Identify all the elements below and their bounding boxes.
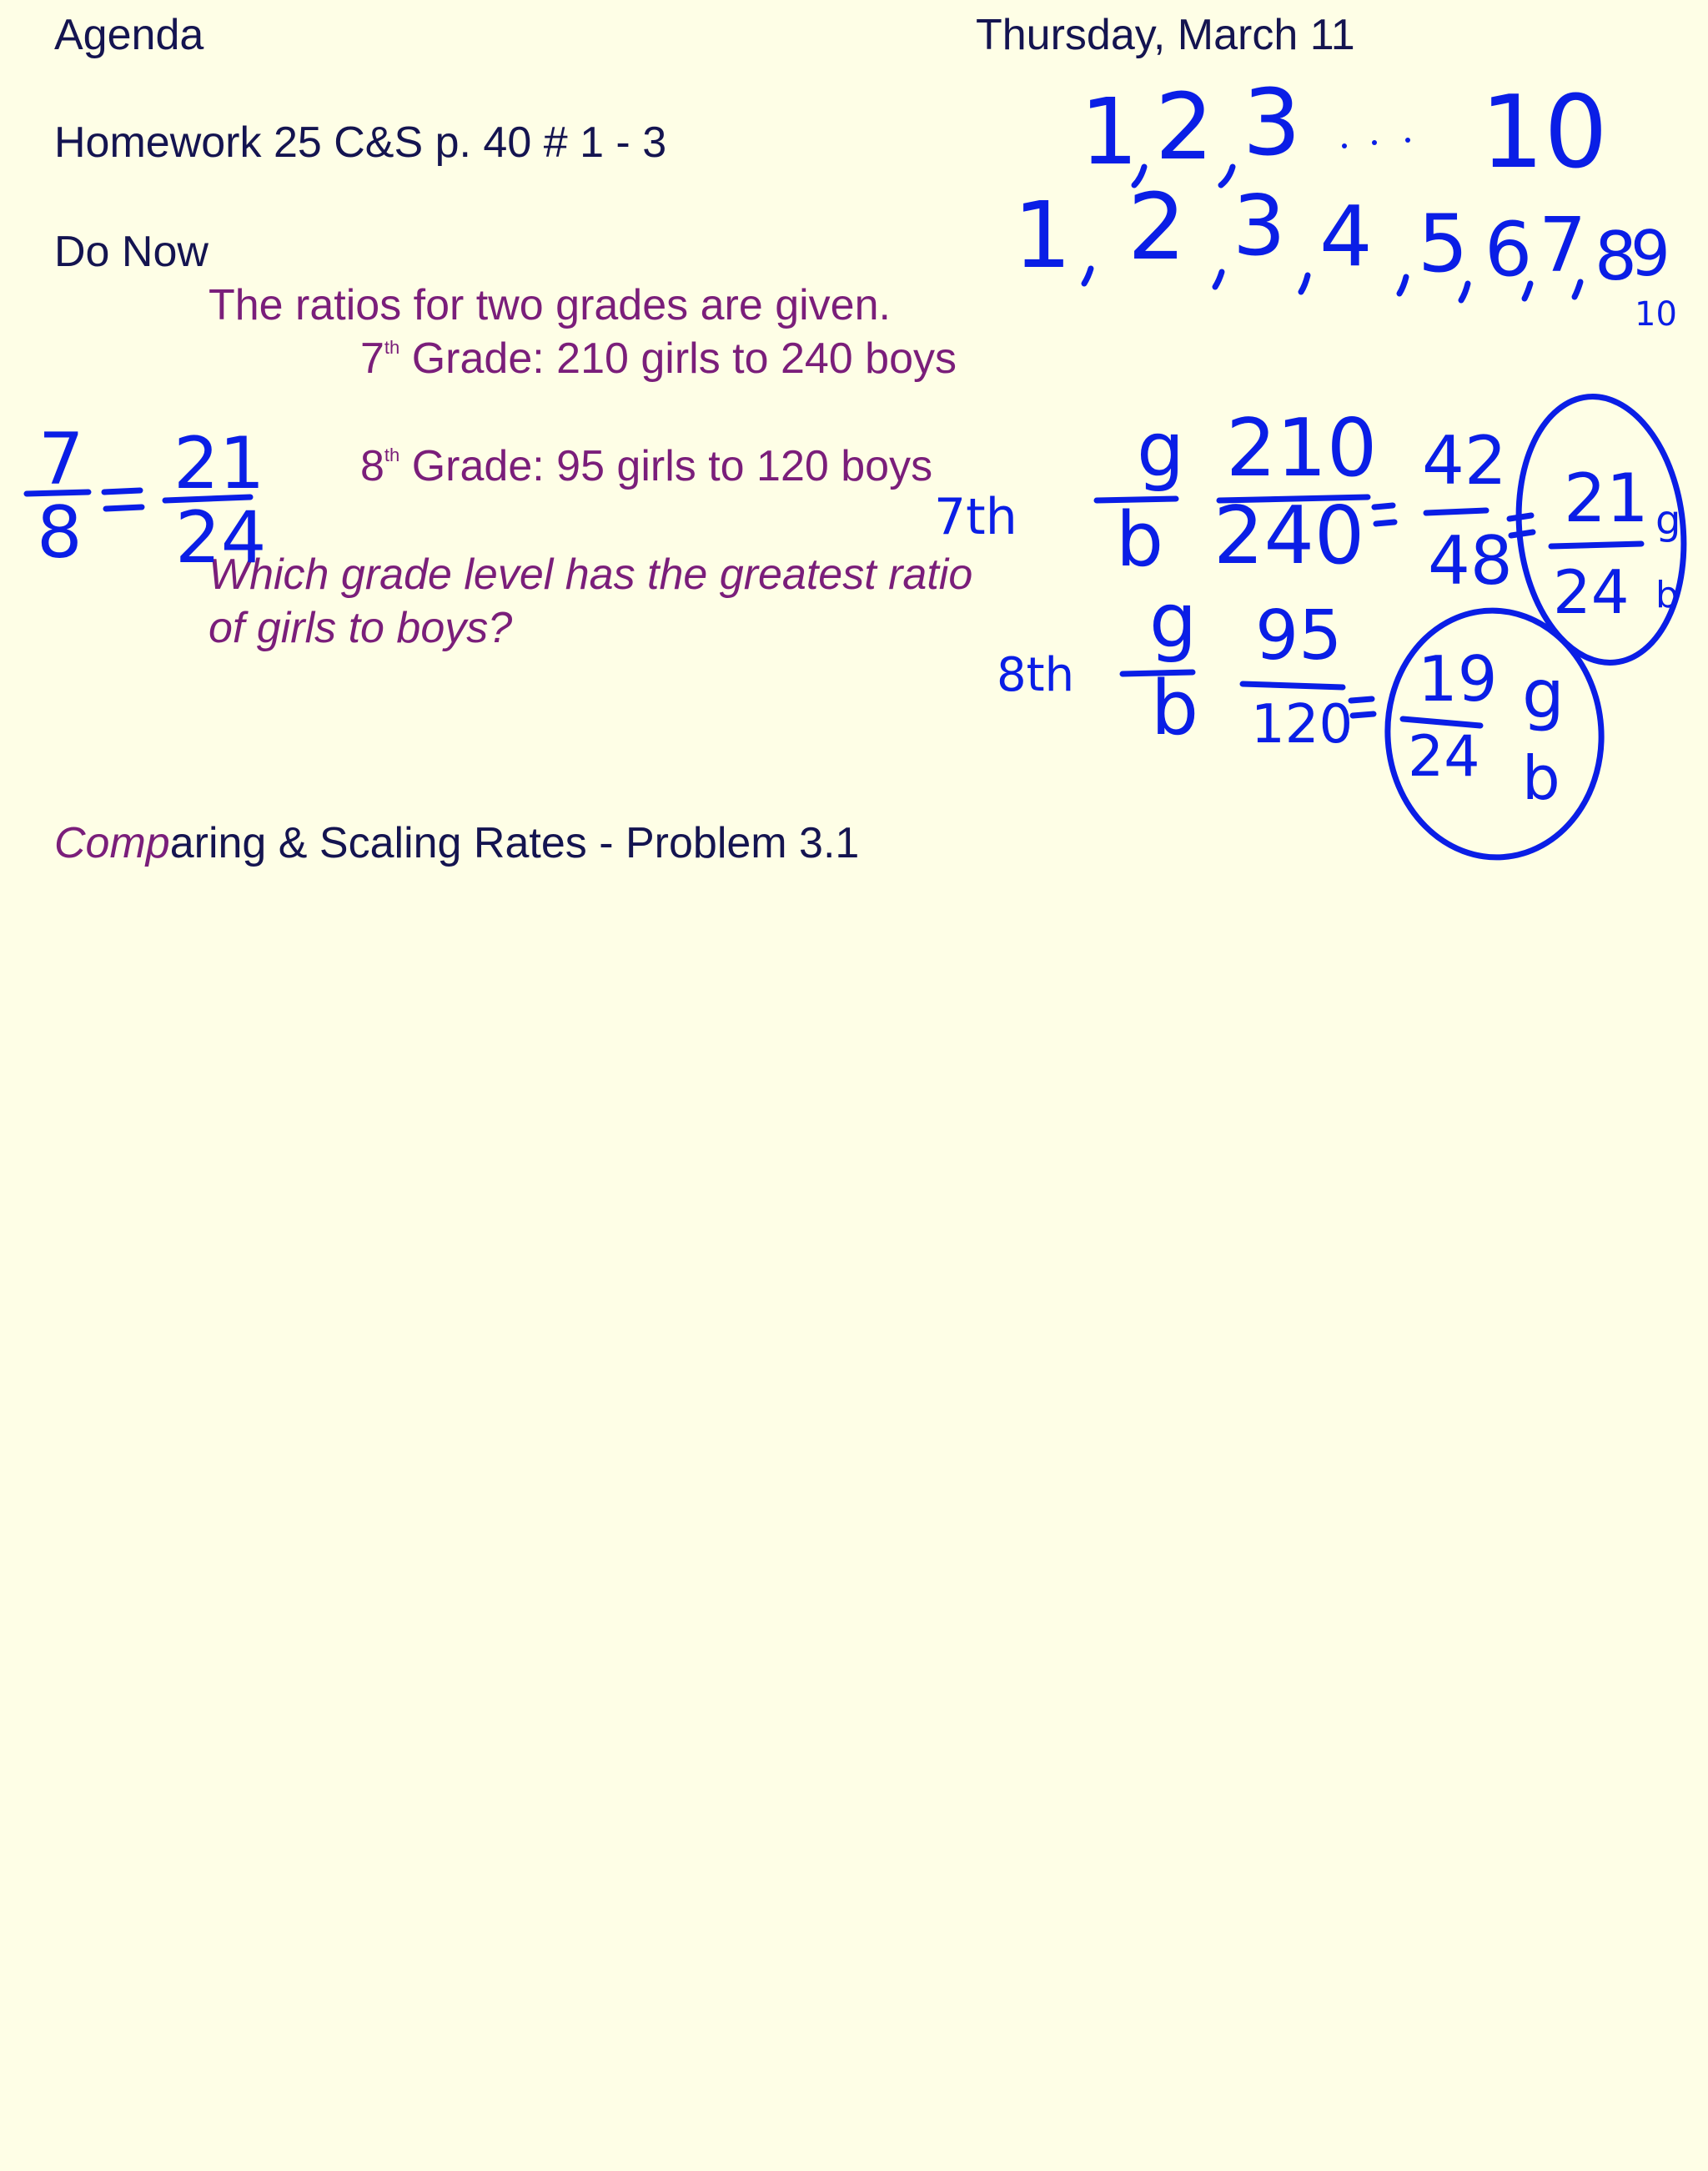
seq2-term-4: 4 <box>1319 188 1373 285</box>
seq1-dot-3 <box>1405 138 1410 143</box>
seq2-term-8: 8 <box>1595 218 1637 295</box>
question-line-1: Which grade level has the greatest ratio <box>208 550 973 599</box>
date-heading: Thursday, March 11 <box>976 11 1355 59</box>
grade8-unit-den: b <box>1151 665 1199 752</box>
grade8-ordinal: th <box>384 445 400 465</box>
lesson-title-highlight-1: Com <box>54 819 146 867</box>
grade8-answer-circle <box>1379 603 1610 864</box>
do-now-label: Do Now <box>54 228 208 276</box>
grade8-eq-bottom <box>1353 714 1374 716</box>
seq2-comma-3 <box>1301 275 1308 292</box>
grade7-number: 7 <box>360 334 384 383</box>
grade7-ordinal: th <box>384 337 400 358</box>
grade8-number: 8 <box>360 442 384 490</box>
seq1-term-10: 10 <box>1480 75 1608 191</box>
grade7-answer-circle <box>1506 389 1696 671</box>
seq2-term-5: 5 <box>1418 199 1469 290</box>
grade7-work-label: 7th <box>934 488 1017 546</box>
seq1-term-1: 1 <box>1080 78 1138 185</box>
grade8-work-label: 8th <box>997 648 1075 702</box>
seq1-dot-2 <box>1372 140 1377 145</box>
sequence-one <box>1080 69 1608 191</box>
grade7-eq1-bottom <box>1376 522 1394 524</box>
left-ratio-bar2 <box>165 497 250 500</box>
seq2-comma-5 <box>1461 284 1468 300</box>
seq2-comma-1 <box>1084 269 1091 284</box>
lesson-title-rest: aring & Scaling Rates - Problem 3.1 <box>169 819 860 867</box>
grade7-eq1-top <box>1374 505 1393 507</box>
grade7-text: Grade: 210 girls to 240 boys <box>399 334 957 383</box>
grade7-tag-num: g <box>1655 497 1681 544</box>
lesson-title-highlight-2: p <box>145 819 170 867</box>
grade7-unit-num: g <box>1137 406 1185 494</box>
grade7-frac1-num: 210 <box>1226 403 1378 495</box>
seq2-comma-7 <box>1575 282 1580 297</box>
grade8-work <box>997 577 1610 865</box>
grade8-frac2-den: 24 <box>1408 724 1480 790</box>
left-ratio-den1: 8 <box>37 491 83 575</box>
grade8-frac1-num: 95 <box>1255 596 1343 676</box>
grade7-frac2-bar <box>1426 510 1486 513</box>
lesson-title <box>54 819 860 867</box>
seq1-term-3: 3 <box>1243 69 1301 176</box>
seq1-comma-1 <box>1134 167 1144 185</box>
grade8-text: Grade: 95 girls to 120 boys <box>399 442 933 490</box>
sequence-two <box>1013 173 1677 334</box>
grade8-frac1-bar <box>1243 684 1343 687</box>
grade7-frac3-num: 21 <box>1564 460 1649 537</box>
seq1-term-2: 2 <box>1155 73 1213 180</box>
seq2-term-9: 9 <box>1630 217 1670 290</box>
grade8-line <box>360 442 933 490</box>
seq2-comma-2 <box>1215 272 1222 287</box>
grade8-tag-num: g <box>1522 656 1565 733</box>
left-ratio-bar1 <box>27 492 88 494</box>
seq2-comma-4 <box>1399 277 1406 294</box>
seq2-term-1: 1 <box>1013 182 1072 289</box>
agenda-heading: Agenda <box>54 11 204 59</box>
seq2-comma-6 <box>1525 284 1530 299</box>
grade8-unit-num: g <box>1149 577 1198 665</box>
grade7-eq2-bottom <box>1511 532 1533 535</box>
grade7-frac1-den: 240 <box>1213 490 1365 582</box>
do-now-prompt: The ratios for two grades are given. <box>208 281 891 329</box>
grade7-work <box>934 389 1696 671</box>
grade7-frac3-bar <box>1551 544 1641 546</box>
left-equals-top <box>104 490 140 492</box>
grade7-frac2-den: 48 <box>1428 522 1513 600</box>
grade7-unit-den: b <box>1116 496 1164 584</box>
grade7-eq2-top <box>1510 515 1531 519</box>
left-ratio-num2: 21 <box>173 422 265 505</box>
grade7-frac3-den: 24 <box>1553 557 1630 627</box>
grade8-frac1-den: 120 <box>1251 694 1354 756</box>
seq2-term-2: 2 <box>1128 173 1186 280</box>
grade7-frac2-num: 42 <box>1422 422 1507 500</box>
grade8-tag-den: b <box>1522 743 1560 813</box>
left-ratio-den2: 24 <box>175 496 267 580</box>
grade8-unit-bar <box>1123 672 1193 674</box>
grade8-frac2-bar <box>1403 719 1480 726</box>
grade7-unit-bar <box>1097 499 1176 500</box>
seq2-term-10: 10 <box>1635 295 1677 334</box>
grade7-line <box>360 334 957 383</box>
seq2-term-3: 3 <box>1233 177 1286 274</box>
grade8-eq-top <box>1351 699 1372 701</box>
seq2-term-7: 7 <box>1539 202 1587 289</box>
question-line-2: of girls to boys? <box>208 604 513 652</box>
grade7-frac1-bar <box>1219 497 1368 500</box>
seq1-dot-1 <box>1342 143 1347 148</box>
grade8-frac2-num: 19 <box>1418 642 1498 716</box>
seq2-term-6: 6 <box>1484 206 1533 294</box>
homework-line: Homework 25 C&S p. 40 # 1 - 3 <box>54 118 667 167</box>
grade7-tag-den: b <box>1655 574 1679 616</box>
left-ratio-num1: 7 <box>38 418 84 501</box>
left-equals-bottom <box>106 507 142 509</box>
seq1-comma-2 <box>1221 167 1233 185</box>
